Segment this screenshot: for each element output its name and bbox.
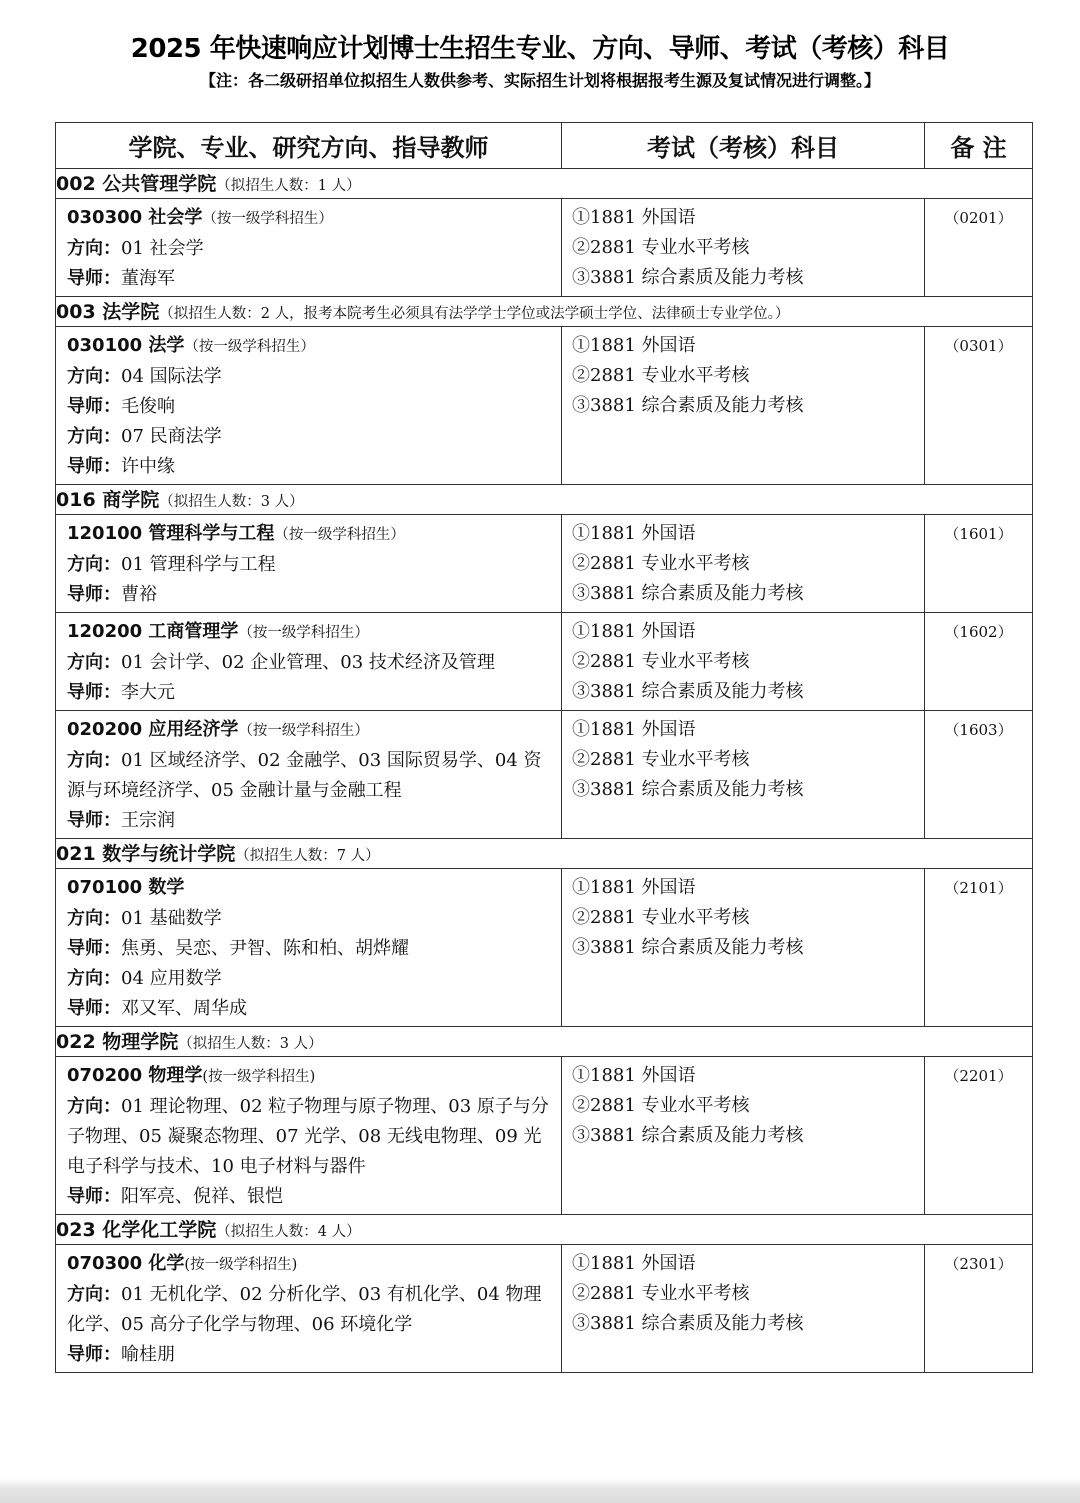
major-row xyxy=(56,711,1033,839)
direction-line xyxy=(67,1280,553,1340)
exam-subject: ③3881 综合素质及能力考核 xyxy=(572,937,804,958)
direction-line xyxy=(67,422,553,452)
advisor-line xyxy=(67,392,553,422)
direction-line xyxy=(67,550,553,580)
direction-value: 04 应用数学 xyxy=(121,968,222,989)
direction-value: 01 社会学 xyxy=(121,238,204,259)
remark-code: （2101） xyxy=(944,879,1013,897)
major-heading xyxy=(67,873,553,904)
institute-cell xyxy=(56,1215,1033,1245)
major-row xyxy=(56,327,1033,485)
remark-cell xyxy=(925,711,1033,839)
institute-cell xyxy=(56,485,1033,515)
table-body xyxy=(56,169,1033,1373)
institute-cell xyxy=(56,1027,1033,1057)
remark-cell xyxy=(925,613,1033,711)
exam-subject: ③3881 综合素质及能力考核 xyxy=(572,267,804,288)
advisor-value: 焦勇、吴恋、尹智、陈和柏、胡烨耀 xyxy=(121,938,409,959)
major-cell xyxy=(56,515,562,613)
exam-cell xyxy=(562,327,925,485)
direction-label: 方向： xyxy=(67,426,121,447)
institute-name: 002 公共管理学院 xyxy=(56,173,217,195)
exam-subject: ③3881 综合素质及能力考核 xyxy=(572,1313,804,1334)
remark-code: （2201） xyxy=(944,1067,1013,1085)
institute-quota-note: （拟招生人数：2 人，报考本院考生必须具有法学学士学位或法学硕士学位、法律硕士专业学位。） xyxy=(159,306,790,322)
direction-value: 01 区域经济学、02 金融学、03 国际贸易学、04 资源与环境经济学、05 金融计量与金融工程 xyxy=(67,750,542,801)
exam-subject: ①1881 外国语 xyxy=(572,719,696,740)
advisor-value: 喻桂朋 xyxy=(121,1344,175,1365)
direction-value: 01 理论物理、02 粒子物理与原子物理、03 原子与分子物理、05 凝聚态物理、07 光学、08 无线电物理、09 光电子科学与技术、10 电子材料与器件 xyxy=(67,1096,549,1177)
major-cell xyxy=(56,327,562,485)
major-row xyxy=(56,869,1033,1027)
major-cell xyxy=(56,1057,562,1215)
major-cell xyxy=(56,711,562,839)
major-row xyxy=(56,1245,1033,1373)
major-row xyxy=(56,515,1033,613)
direction-label: 方向： xyxy=(67,652,121,673)
remark-cell xyxy=(925,1245,1033,1373)
advisor-label: 导师： xyxy=(67,1186,121,1207)
institute-row xyxy=(56,169,1033,199)
major-cell xyxy=(56,869,562,1027)
exam-cell xyxy=(562,515,925,613)
remark-code: （1602） xyxy=(944,623,1013,641)
direction-value: 04 国际法学 xyxy=(121,366,222,387)
exam-subject: ①1881 外国语 xyxy=(572,523,696,544)
direction-line xyxy=(67,964,553,994)
remark-code: （0301） xyxy=(944,337,1013,355)
advisor-value: 阳军亮、倪祥、银恺 xyxy=(121,1186,283,1207)
major-enroll-note: （按一级学科招生） xyxy=(238,625,369,641)
major-enroll-note: (按一级学科招生) xyxy=(184,1257,298,1273)
advisor-label: 导师： xyxy=(67,998,121,1019)
remark-code: （2301） xyxy=(944,1255,1013,1273)
advisor-line xyxy=(67,994,553,1024)
advisor-label: 导师： xyxy=(67,1344,121,1365)
advisor-line xyxy=(67,806,553,836)
direction-value: 01 基础数学 xyxy=(121,908,222,929)
exam-cell xyxy=(562,1057,925,1215)
advisor-value: 董海军 xyxy=(121,268,175,289)
advisor-label: 导师： xyxy=(67,938,121,959)
advisor-value: 李大元 xyxy=(121,682,175,703)
direction-label: 方向： xyxy=(67,366,121,387)
major-row xyxy=(56,199,1033,297)
remark-cell xyxy=(925,1057,1033,1215)
remark-code: （1603） xyxy=(944,721,1013,739)
advisor-label: 导师： xyxy=(67,396,121,417)
direction-label: 方向： xyxy=(67,750,121,771)
major-enroll-note: （按一级学科招生） xyxy=(202,211,333,227)
institute-name: 022 物理学院 xyxy=(56,1031,179,1053)
major-enroll-note: (按一级学科招生) xyxy=(202,1069,316,1085)
major-heading xyxy=(67,1061,553,1092)
major-code-name: 070300 化学 xyxy=(67,1253,185,1274)
exam-cell xyxy=(562,711,925,839)
exam-subject: ②2881 专业水平考核 xyxy=(572,651,750,672)
advisor-line xyxy=(67,678,553,708)
major-heading xyxy=(67,617,553,648)
advisor-line xyxy=(67,1182,553,1212)
exam-subject: ②2881 专业水平考核 xyxy=(572,1283,750,1304)
remark-code: （0201） xyxy=(944,209,1013,227)
direction-line xyxy=(67,234,553,264)
remark-cell xyxy=(925,199,1033,297)
institute-cell xyxy=(56,297,1033,327)
major-code-name: 070100 数学 xyxy=(67,877,185,898)
exam-subject: ③3881 综合素质及能力考核 xyxy=(572,779,804,800)
direction-line xyxy=(67,362,553,392)
advisor-line xyxy=(67,934,553,964)
major-code-name: 020200 应用经济学 xyxy=(67,719,239,740)
institute-row xyxy=(56,1215,1033,1245)
exam-subject: ①1881 外国语 xyxy=(572,1065,696,1086)
direction-line xyxy=(67,904,553,934)
institute-name: 021 数学与统计学院 xyxy=(56,843,236,865)
direction-label: 方向： xyxy=(67,1284,121,1305)
major-enroll-note: （按一级学科招生） xyxy=(238,723,369,739)
advisor-value: 曹裕 xyxy=(121,584,157,605)
major-code-name: 030100 法学 xyxy=(67,335,185,356)
direction-label: 方向： xyxy=(67,554,121,575)
exam-cell xyxy=(562,1245,925,1373)
exam-subject: ②2881 专业水平考核 xyxy=(572,749,750,770)
remark-cell xyxy=(925,515,1033,613)
remark-cell xyxy=(925,327,1033,485)
exam-subject: ③3881 综合素质及能力考核 xyxy=(572,583,804,604)
exam-subject: ①1881 外国语 xyxy=(572,1253,696,1274)
major-enroll-note: （按一级学科招生） xyxy=(274,527,405,543)
exam-subject: ②2881 专业水平考核 xyxy=(572,365,750,386)
advisor-value: 毛俊响 xyxy=(121,396,175,417)
major-row xyxy=(56,613,1033,711)
major-heading xyxy=(67,331,553,362)
major-cell xyxy=(56,199,562,297)
document-note: 【注：各二级研招单位拟招生人数供参考、实际招生计划将根据报考生源及复试情况进行调整。】 xyxy=(199,71,880,90)
exam-subject: ③3881 综合素质及能力考核 xyxy=(572,681,804,702)
institute-row xyxy=(56,1027,1033,1057)
direction-line xyxy=(67,648,553,678)
institute-cell xyxy=(56,169,1033,199)
institute-name: 016 商学院 xyxy=(56,489,160,511)
advisor-line xyxy=(67,1340,553,1370)
document-title: 2025 年快速响应计划博士生招生专业、方向、导师、考试（考核）科目 xyxy=(130,34,950,64)
institute-row xyxy=(56,485,1033,515)
advisor-label: 导师： xyxy=(67,268,121,289)
institute-quota-note: （拟招生人数：3 人） xyxy=(178,1036,323,1052)
direction-line xyxy=(67,746,553,806)
institute-name: 023 化学化工学院 xyxy=(56,1219,217,1241)
advisor-line xyxy=(67,580,553,610)
remark-code: （1601） xyxy=(944,525,1013,543)
major-heading xyxy=(67,203,553,234)
exam-subject: ②2881 专业水平考核 xyxy=(572,237,750,258)
exam-subject: ①1881 外国语 xyxy=(572,335,696,356)
direction-label: 方向： xyxy=(67,908,121,929)
major-code-name: 120100 管理科学与工程 xyxy=(67,523,275,544)
institute-quota-note: （拟招生人数：4 人） xyxy=(216,1224,361,1240)
exam-subject: ②2881 专业水平考核 xyxy=(572,553,750,574)
exam-subject: ①1881 外国语 xyxy=(572,621,696,642)
advisor-label: 导师： xyxy=(67,682,121,703)
major-cell xyxy=(56,613,562,711)
direction-label: 方向： xyxy=(67,1096,121,1117)
major-cell xyxy=(56,1245,562,1373)
exam-cell xyxy=(562,869,925,1027)
advisor-line xyxy=(67,264,553,294)
advisor-value: 王宗润 xyxy=(121,810,175,831)
major-code-name: 120200 工商管理学 xyxy=(67,621,239,642)
major-heading xyxy=(67,715,553,746)
direction-line xyxy=(67,1092,553,1182)
advisor-line xyxy=(67,452,553,482)
remark-cell xyxy=(925,869,1033,1027)
advisor-label: 导师： xyxy=(67,584,121,605)
institute-name: 003 法学院 xyxy=(56,301,160,323)
exam-cell xyxy=(562,613,925,711)
table-header-row xyxy=(56,123,1033,169)
advisor-value: 邓又军、周华成 xyxy=(121,998,247,1019)
direction-label: 方向： xyxy=(67,238,121,259)
exam-subject: ③3881 综合素质及能力考核 xyxy=(572,1125,804,1146)
exam-subject: ①1881 外国语 xyxy=(572,207,696,228)
direction-value: 01 无机化学、02 分析化学、03 有机化学、04 物理化学、05 高分子化学与物理、06 环境化学 xyxy=(67,1284,542,1335)
institute-quota-note: （拟招生人数：3 人） xyxy=(159,494,304,510)
header-college-major: 学院、专业、研究方向、指导教师 xyxy=(56,123,562,169)
institute-row xyxy=(56,297,1033,327)
bottom-shadow-band xyxy=(0,1478,1080,1503)
institute-cell xyxy=(56,839,1033,869)
major-code-name: 030300 社会学 xyxy=(67,207,203,228)
exam-subject: ①1881 外国语 xyxy=(572,877,696,898)
exam-subject: ③3881 综合素质及能力考核 xyxy=(572,395,804,416)
major-code-name: 070200 物理学 xyxy=(67,1065,203,1086)
institute-quota-note: （拟招生人数：1 人） xyxy=(216,178,361,194)
direction-value: 01 管理科学与工程 xyxy=(121,554,276,575)
direction-value: 01 会计学、02 企业管理、03 技术经济及管理 xyxy=(121,652,495,673)
direction-label: 方向： xyxy=(67,968,121,989)
admission-table xyxy=(55,122,1033,1373)
header-remarks: 备 注 xyxy=(925,123,1033,169)
major-heading xyxy=(67,519,553,550)
institute-row xyxy=(56,839,1033,869)
advisor-value: 许中缘 xyxy=(121,456,175,477)
major-row xyxy=(56,1057,1033,1215)
advisor-label: 导师： xyxy=(67,456,121,477)
major-heading xyxy=(67,1249,553,1280)
exam-subject: ②2881 专业水平考核 xyxy=(572,907,750,928)
direction-value: 07 民商法学 xyxy=(121,426,222,447)
major-enroll-note: （按一级学科招生） xyxy=(184,339,315,355)
advisor-label: 导师： xyxy=(67,810,121,831)
exam-cell xyxy=(562,199,925,297)
institute-quota-note: （拟招生人数：7 人） xyxy=(235,848,380,864)
header-exam-subjects: 考试（考核）科目 xyxy=(562,123,925,169)
exam-subject: ②2881 专业水平考核 xyxy=(572,1095,750,1116)
